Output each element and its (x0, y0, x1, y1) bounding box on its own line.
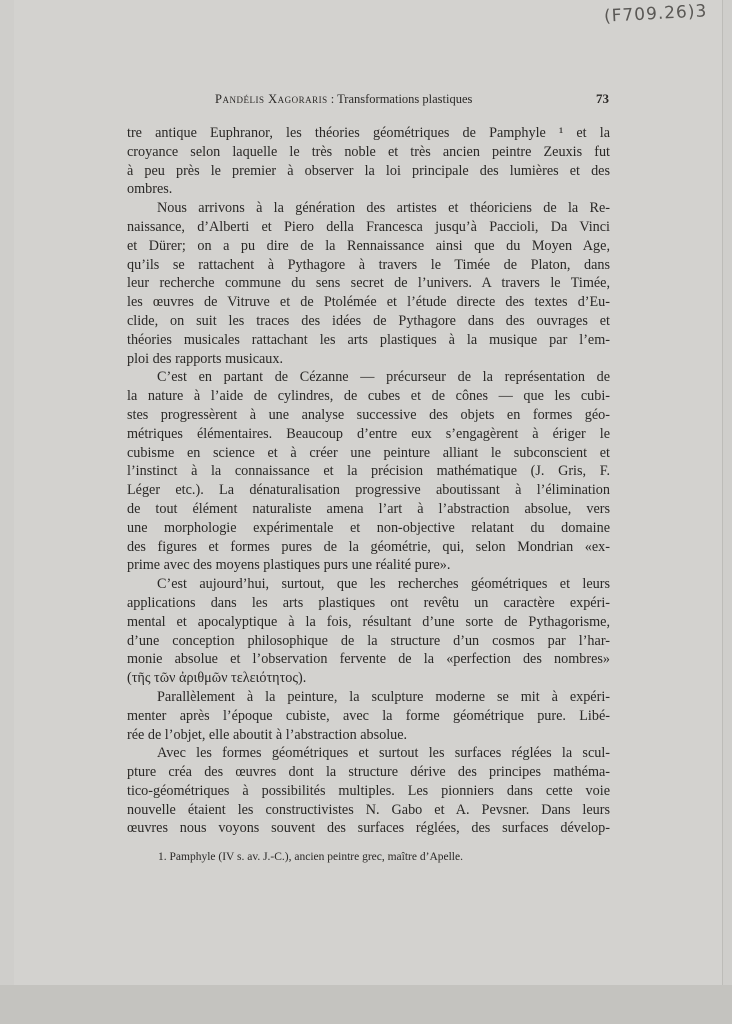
text-line: croyance selon laquelle le très noble et très ancien peintre Zeuxis fut (127, 143, 610, 160)
text-line: à peu près le premier à observer la loi principale des lumières et des (127, 162, 610, 179)
header-title: Transformations plastiques (337, 92, 473, 106)
text-line: les œuvres de Vitruve et de Ptolémée et l’étude directe des textes d’Eu- (127, 294, 610, 311)
text-line: Nous arrivons à la génération des artistes et théoriciens de la Re- (157, 200, 610, 217)
text-line: naissance, d’Alberti et Piero della Francesca jusqu’à Paccioli, Da Vinci (127, 218, 610, 235)
header-author: Pandélis Xagoraris (215, 92, 328, 106)
text-line: rée de l’objet, elle aboutit à l’abstraction absolue. (127, 726, 408, 743)
text-line: mental et apocalyptique à la fois, résultant d’une sorte de Pythagorisme, (127, 613, 610, 630)
text-line: œuvres nous voyons souvent des surfaces réglées, des surfaces dévelop- (127, 820, 610, 837)
text-line: l’instinct à la connaissance et la précision mathématique (J. Gris, F. (127, 463, 610, 480)
text-line: d’une conception philosophique de la structure d’un cosmos par l’har- (127, 632, 610, 649)
text-line: Léger etc.). La dénaturalisation progressive aboutissant à l’élimination (127, 482, 610, 499)
scan-bottom-edge (0, 985, 732, 1024)
text-line: pture créa des œuvres dont la structure dérive des principes mathéma- (127, 764, 610, 781)
text-line: (τῆς τῶν ἀριθμῶν τελειότητος). (127, 670, 307, 687)
text-line: théories musicales rattachant les arts plastiques à la musique par l’em- (127, 331, 610, 348)
body-text (127, 124, 610, 838)
text-line: clide, on suit les traces des idées de Pythagore dans des ouvrages et (127, 312, 610, 329)
text-line: métriques élémentaires. Beaucoup d’entre eux s’engagèrent à ériger le (127, 425, 610, 442)
handwritten-archive-mark: (F709.26)3 (603, 1, 708, 27)
text-line: tico-géométriques à possibilités multiples. Les pionniers dans cette voie (127, 782, 610, 799)
text-line: monie absolue et l’observation fervente de la «perfection des nombres» (127, 651, 610, 668)
text-line: ombres. (127, 181, 173, 198)
footnote: 1. Pamphyle (IV s. av. J.-C.), ancien peintre grec, maître d’Apelle. (158, 851, 463, 863)
header-separator: : (327, 92, 338, 106)
text-line: stes progressèrent à une analyse successive des objets en formes géo- (127, 406, 610, 423)
text-line: qu’ils se rattachent à Pythagore à travers le Timée de Platon, dans (127, 256, 610, 273)
text-line: ploi des rapports musicaux. (127, 350, 284, 367)
text-line: menter après l’époque cubiste, avec la forme géométrique pure. Libé- (127, 707, 610, 724)
running-header (215, 92, 472, 107)
text-line: cubisme en science et à créer une peinture alliant le subconscient et (127, 444, 610, 461)
text-line: nouvelle étaient les constructivistes N. Gabo et A. Pevsner. Dans leurs (127, 801, 610, 818)
text-line: de tout élément naturaliste amena l’art à l’abstraction absolue, vers (127, 500, 610, 517)
text-line: une morphologie expérimentale et non-objective relatant du domaine (127, 519, 610, 536)
text-line: Avec les formes géométriques et surtout les surfaces réglées la scul- (157, 745, 610, 762)
text-line: applications dans les arts plastiques ont revêtu un caractère expéri- (127, 594, 610, 611)
text-line: C’est aujourd’hui, surtout, que les recherches géométriques et leurs (157, 576, 610, 593)
text-line: C’est en partant de Cézanne — précurseur de la représentation de (157, 369, 610, 386)
text-line: tre antique Euphranor, les théories géométriques de Pamphyle ¹ et la (127, 125, 610, 141)
text-line: Parallèlement à la peinture, la sculpture moderne se mit à expéri- (157, 688, 610, 705)
text-line: prime avec des moyens plastiques purs une réalité pure». (127, 557, 451, 574)
text-line: des figures et formes pures de la géométrie, qui, selon Mondrian «ex- (127, 538, 610, 555)
page-number: 73 (596, 91, 609, 106)
text-line: et Dürer; on a pu dire de la Rennaissance ainsi que du Moyen Age, (127, 237, 610, 254)
text-line: leur recherche commune du sens secret de l’univers. A travers le Timée, (127, 275, 610, 292)
text-line: la nature à l’aide de cylindres, de cubes et de cônes — que les cubi- (127, 388, 610, 405)
